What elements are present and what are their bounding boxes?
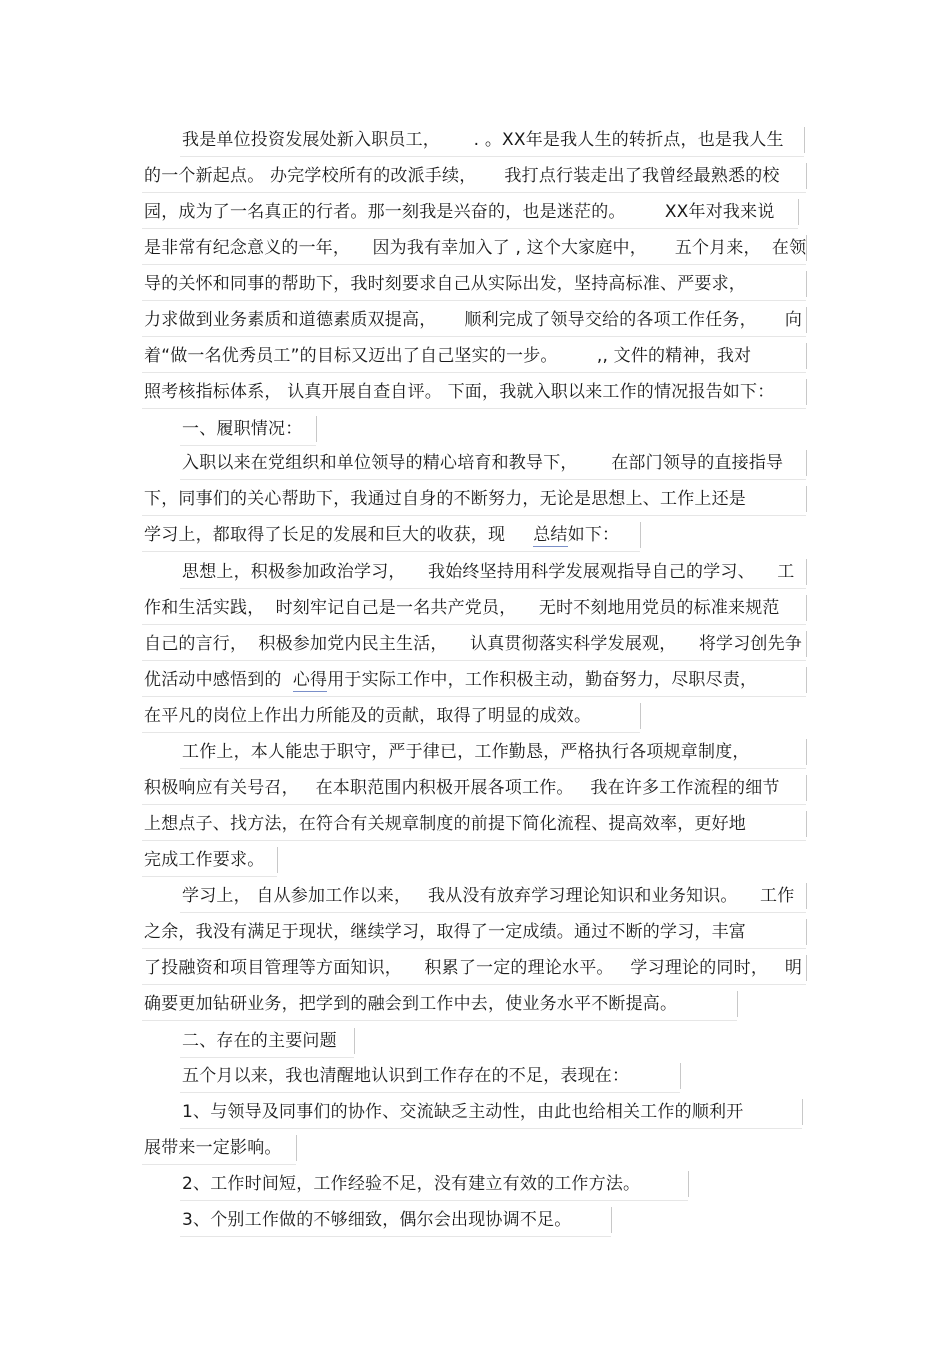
text-line [144,813,746,835]
line-end-marker [640,703,641,729]
line-end-marker [737,991,738,1017]
line-rule [180,156,804,157]
line-rule [180,912,806,913]
line-rule [180,1236,611,1237]
line-rule [142,732,640,733]
text-segment: 一、履职情况： [182,419,303,439]
line-rule [180,1092,680,1093]
text-line [144,273,746,295]
line-end-marker [806,450,807,476]
text-line [182,129,784,151]
line-rule [142,984,806,985]
text-line [144,777,780,799]
text-segment: 五个月以来，我也清醒地认识到工作存在的不足，表现在： [182,1066,630,1086]
text-segment: 下，同事们的关心帮助下，我通过自身的不断努力，无论是思想上、工作上还是 [144,489,746,509]
line-end-marker [296,1135,297,1161]
text-line [144,1137,282,1159]
line-rule [180,1200,688,1201]
text-segment: 的一个新起点。 办完学校所有的改派手续， 我打点行装走出了我曾经最熟悉的校 [144,166,780,186]
line-rule [142,264,806,265]
line-end-marker [798,199,799,225]
line-end-marker [611,1207,612,1233]
text-segment: 2、工作时间短，工作经验不足，没有建立有效的工作方法。 [182,1174,641,1194]
text-line [144,705,591,727]
text-line [144,957,802,979]
line-rule [142,660,806,661]
text-line [182,885,794,907]
line-end-marker [806,271,807,297]
text-line [144,597,780,619]
text-segment: 照考核指标体系， 认真开展自查自评。 下面，我就入职以来工作的情况报告如下： [144,382,775,402]
line-end-marker [806,343,807,369]
line-end-marker [354,1028,355,1054]
text-segment: 用于实际工作中，工作积极主动，勤奋努力，尽职尽责， [327,670,758,690]
line-rule [142,696,806,697]
line-end-marker [316,416,317,442]
line-end-marker [806,559,807,585]
line-rule [142,1164,296,1165]
line-end-marker [806,486,807,512]
text-segment: 学习上，都取得了长足的发展和巨大的收获，现 [144,525,534,545]
linked-term[interactable]: 心得 [292,670,328,690]
text-segment: 思想上，积极参加政治学习， 我始终坚持用科学发展观指导自己的学习、 工 [182,562,795,582]
text-line [144,165,780,187]
text-segment: 力求做到业务素质和道德素质双提高， 顺利完成了领导交给的各项工作任务， 向 [144,310,803,330]
text-segment: 工作上，本人能忠于职守，严于律已，工作勤恳，严格执行各项规章制度， [182,742,750,762]
text-segment: 入职以来在党组织和单位领导的精心培育和教导下， 在部门领导的直接指导 [182,453,784,473]
text-segment: 作和生活实践， 时刻牢记自己是一名共产党员， 无时不刻地用党员的标准来规范 [144,598,780,618]
line-rule [142,408,806,409]
line-rule [142,300,806,301]
text-line [144,524,619,546]
line-end-marker [806,631,807,657]
text-segment: 二、存在的主要问题 [182,1031,337,1051]
text-line [144,633,802,655]
text-line [144,993,677,1015]
text-segment: 了投融资和项目管理等方面知识， 积累了一定的理论水平。 学习理论的同时， 明 [144,958,803,978]
line-rule [180,1057,354,1058]
line-rule [142,551,640,552]
line-rule [142,336,806,337]
text-line [182,418,302,440]
text-line [182,452,783,474]
line-end-marker [806,667,807,693]
text-line [182,1209,571,1231]
text-line [182,741,750,763]
text-segment: 上想点子、找方法，在符合有关规章制度的前提下简化流程、提高效率，更好地 [144,814,746,834]
line-rule [142,192,806,193]
text-line [144,345,751,367]
text-segment: 3、个别工作做的不够细致，偶尔会出现协调不足。 [182,1210,572,1230]
line-end-marker [804,127,805,153]
text-segment: 积极响应有关号召， 在本职范围内积极开展各项工作。 我在许多工作流程的细节 [144,778,780,798]
line-end-marker [806,163,807,189]
line-end-marker [802,1099,803,1125]
text-segment: 1、与领导及同事们的协作、交流缺乏主动性，由此也给相关工作的顺利开 [182,1102,744,1122]
text-segment: 确要更加钻研业务，把学到的融会到工作中去，使业务水平不断提高。 [144,994,678,1014]
text-segment: 是非常有纪念意义的一年， 因为我有幸加入了 , 这个大家庭中， 五个月来， 在领 [144,238,807,258]
text-line [182,1065,629,1087]
line-end-marker [688,1171,689,1197]
text-line [144,309,802,331]
line-rule [142,515,806,516]
text-segment: 我是单位投资发展处新入职员工， . 。XX年是我人生的转折点，也是我人生 [182,130,784,150]
text-line [144,849,264,871]
text-segment: 如下： [567,525,620,545]
line-end-marker [806,955,807,981]
line-rule [180,445,316,446]
line-rule [180,1128,802,1129]
line-end-marker [806,883,807,909]
line-end-marker [277,847,278,873]
line-end-marker [640,522,641,548]
line-rule [142,804,806,805]
line-rule [142,840,806,841]
line-end-marker [806,595,807,621]
text-line [182,561,794,583]
text-line [182,1173,640,1195]
line-end-marker [806,739,807,765]
text-line [144,381,774,403]
text-segment: 之余，我没有满足于现状，继续学习，取得了一定成绩。通过不断的学习，丰富 [144,922,746,942]
text-segment: 学习上， 自从参加工作以来， 我从没有放弃学习理论知识和业务知识。 工作 [182,886,795,906]
line-rule [180,588,806,589]
line-end-marker [806,775,807,801]
line-rule [142,624,806,625]
text-line [182,1030,337,1052]
text-line [144,237,806,259]
text-line [144,921,746,943]
line-end-marker [806,307,807,333]
text-segment: 自己的言行， 积极参加党内民主生活， 认真贯彻落实科学发展观， 将学习创先争 [144,634,803,654]
text-segment: 展带来一定影响。 [144,1138,282,1158]
line-rule [142,948,806,949]
line-end-marker [806,811,807,837]
line-rule [142,1020,737,1021]
text-segment: 着“做一名优秀员工”的目标又迈出了自己坚实的一步。 ,, 文件的精神，我对 [144,346,752,366]
text-segment: 在平凡的岗位上作出力所能及的贡献，取得了明显的成效。 [144,706,592,726]
text-segment: 优活动中感悟到的 [144,670,293,690]
line-rule [180,479,806,480]
text-line [144,488,746,510]
text-segment: 导的关怀和同事的帮助下，我时刻要求自己从实际出发，坚持高标准、严要求， [144,274,746,294]
line-end-marker [806,919,807,945]
line-rule [142,228,798,229]
line-rule [180,768,806,769]
line-end-marker [806,379,807,405]
line-rule [142,876,277,877]
text-line [182,1101,743,1123]
text-line [144,669,757,691]
text-segment: 园，成为了一名真正的行者。那一刻我是兴奋的，也是迷茫的。 XX年对我来说 [144,202,775,222]
line-rule [142,372,806,373]
linked-term[interactable]: 总结 [533,525,568,545]
line-end-marker [680,1063,681,1089]
text-line [144,201,775,223]
text-segment: 完成工作要求。 [144,850,265,870]
